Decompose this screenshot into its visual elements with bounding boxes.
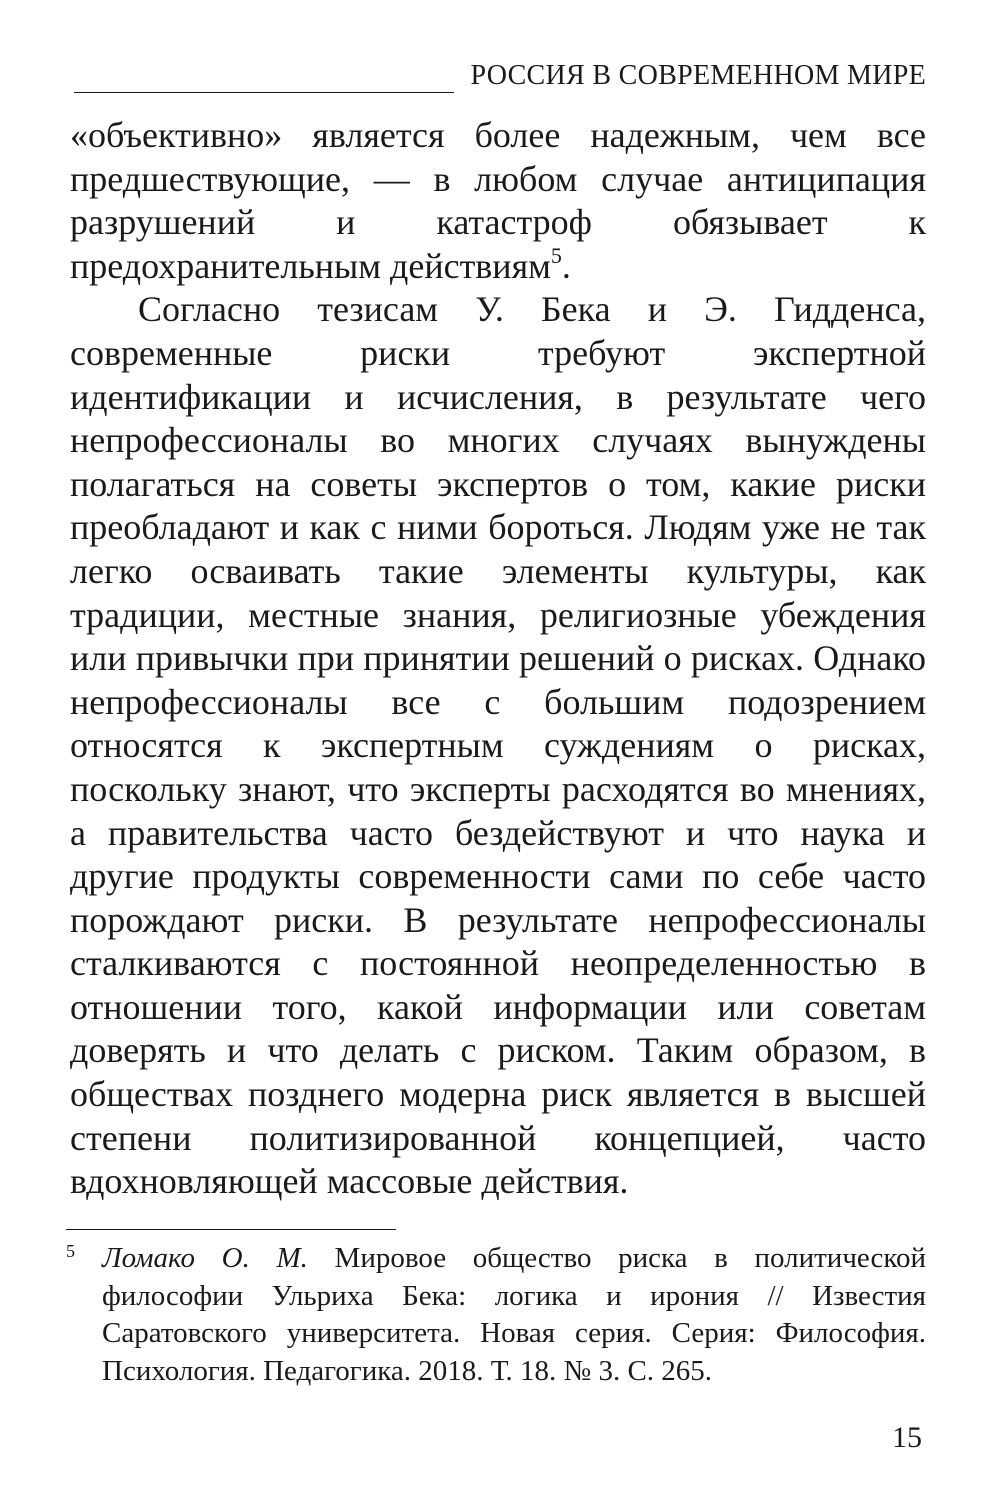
footnote bbox=[66, 1240, 926, 1390]
footnote-text bbox=[66, 1240, 926, 1390]
footnote-author: Ломако О. М. bbox=[102, 1242, 308, 1274]
running-head bbox=[74, 58, 926, 98]
running-head-rule bbox=[74, 92, 454, 93]
footnote-citation: Мировое общество риска в политической философии Ульриха Бека: логика и ирония // Известия Саратовского университета. Новая серия. Серия: Философия. Психология. Педагогика. 2018. Т. 18. № 3. С. 265. bbox=[102, 1242, 927, 1387]
paragraph-1 bbox=[70, 114, 926, 288]
body-text bbox=[70, 114, 926, 1204]
paragraph-1-tail: . bbox=[561, 245, 571, 286]
footnote-reference[interactable]: 5 bbox=[550, 242, 562, 268]
page-number: 15 bbox=[892, 1421, 922, 1454]
paragraph-1-text: «объективно» является более надежным, чем все предшествующие, — в любом случае антиципация разрушений и катастроф обязывает к предохранительным действиям bbox=[70, 115, 926, 286]
footnote-marker: 5 bbox=[66, 1241, 75, 1261]
footnote-rule bbox=[66, 1229, 396, 1230]
running-head-title: РОССИЯ В СОВРЕМЕННОМ МИРЕ bbox=[470, 60, 926, 91]
paragraph-2: Согласно тезисам У. Бека и Э. Гидденса, современные риски требуют экспертной идентификации и исчисления, в результате чего непрофессионалы во многих случаях вынуждены полагаться на советы экспертов о том, какие риски преобладают и как с ними бороться. Людям уже не так легко осваивать такие элементы культуры, как традиции, местные знания, религиозные убеждения или привычки при принятии решений о рисках. Однако непрофессионалы все с большим подозрением относятся к экспертным суждениям о рисках, поскольку знают, что эксперты расходятся во мнениях, а правительства часто бездействуют и что наука и другие продукты современности сами по себе часто порождают риски. В результате непрофессионалы сталкиваются с постоянной неопределенностью в отношении того, какой информации или советам доверять и что делать с риском. Таким образом, в обществах позднего модерна риск является в высшей степени политизированной концепцией, часто вдохновляющей массовые действия. bbox=[70, 289, 926, 1202]
